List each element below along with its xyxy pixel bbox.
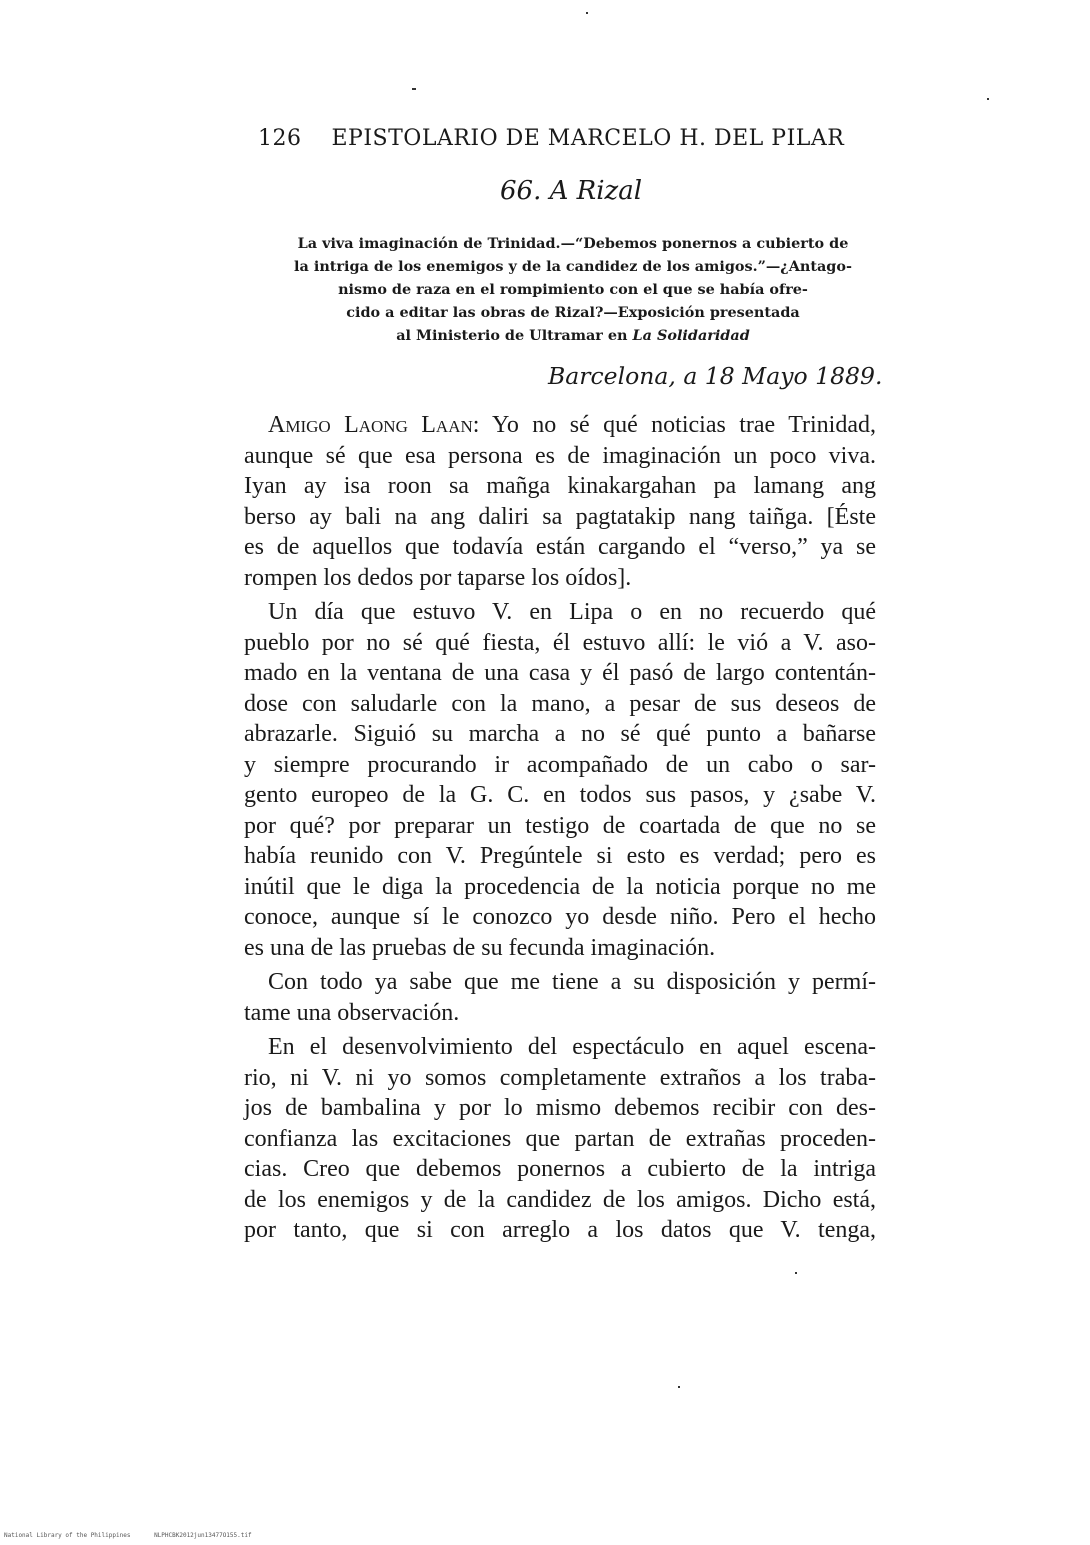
- text-line: inútil que le diga la procedencia de la noticia porque no me: [244, 873, 876, 900]
- letter-summary: [258, 232, 888, 347]
- periodical-title: La Solidaridad: [632, 327, 750, 344]
- paragraph: [244, 967, 876, 1028]
- text-line: y siempre procurando ir acompañado de un cabo o sar-: [244, 751, 876, 778]
- library-credit: National Library of the Philippines: [4, 1532, 131, 1539]
- scan-speck: [412, 88, 416, 90]
- text-line: es de aquellos que todavía están cargando el “verso,” ya se: [244, 534, 876, 560]
- running-title: EPISTOLARIO DE MARCELO H. DEL PILAR: [331, 126, 845, 151]
- summary-line: la intriga de los enemigos y de la candidez de los amigos.”—¿Antago-: [294, 258, 852, 275]
- scan-speck: [678, 1386, 680, 1388]
- summary-line: cido a editar las obras de Rizal?—Exposición presentada: [346, 304, 800, 321]
- text-line: tame una observación.: [244, 999, 460, 1026]
- scan-speck: [795, 1272, 797, 1274]
- text-line: abrazarle. Siguió su marcha a no sé qué punto a bañarse: [244, 721, 876, 747]
- page-number: 126: [258, 126, 302, 151]
- letter-title: 66. A Rizal: [500, 176, 643, 206]
- text-fragment: Yo no sé qué noticias trae Trinidad,: [479, 412, 876, 438]
- scan-speck: [586, 12, 588, 14]
- scan-footer: [4, 1532, 272, 1539]
- text-line: de los enemigos y de la candidez de los amigos. Dicho está,: [244, 1186, 876, 1213]
- text-line: jos de bambalina y por lo mismo debemos recibir con des-: [244, 1095, 876, 1121]
- text-line: por qué? por preparar un testigo de coartada de que no se: [244, 812, 876, 839]
- text-line: aunque sé que esa persona es de imaginación un poco viva.: [244, 442, 876, 469]
- paragraph: [244, 1032, 876, 1246]
- text-line: Un día que estuvo V. en Lipa o en no recuerdo qué: [268, 599, 876, 625]
- text-line: es una de las pruebas de su fecunda imaginación.: [244, 934, 716, 961]
- text-line: En el desenvolvimiento del espectáculo en aquel escena-: [268, 1034, 876, 1060]
- scan-speck: [987, 98, 989, 100]
- text-line: cias. Creo que debemos ponernos a cubierto de la intriga: [244, 1156, 876, 1182]
- letter-body: [244, 410, 876, 1250]
- paragraph: [244, 597, 876, 963]
- text-line: por tanto, que si con arreglo a los datos que V. tenga,: [244, 1217, 876, 1243]
- text-line: mado en la ventana de una casa y él pasó de largo contentán-: [244, 660, 876, 686]
- text-line: había reunido con V. Pregúntele si esto es verdad; pero es: [244, 843, 876, 869]
- text-line: pueblo por no sé qué fiesta, él estuvo allí: le vió a V. aso-: [244, 629, 876, 656]
- text-line: Iyan ay isa roon sa mañga kinakargahan pa lamang ang: [244, 473, 876, 499]
- text-line: confianza las excitaciones que partan de extrañas proceden-: [244, 1125, 876, 1152]
- text-line: berso ay bali na ang daliri sa pagtatakip nang taiñga. [Éste: [244, 503, 876, 530]
- paragraph: [244, 410, 876, 593]
- summary-line: La viva imaginación de Trinidad.—“Debemos ponernos a cubierto de: [297, 235, 849, 252]
- dateline: Barcelona, a 18 Mayo 1889.: [548, 362, 883, 390]
- salutation: Amigo Laong Laan:: [268, 412, 480, 438]
- text-line: Con todo ya sabe que me tiene a su disposición y permí-: [268, 969, 876, 995]
- text-line: dose con saludarle con la mano, a pesar de sus deseos de: [244, 690, 876, 717]
- summary-line-last: [258, 324, 888, 347]
- text-line: rio, ni V. ni yo somos completamente extraños a los traba-: [244, 1064, 876, 1091]
- file-identifier: NLPHCBK2012jun13477O155.tif: [154, 1532, 252, 1539]
- summary-line: al Ministerio de Ultramar en: [396, 327, 628, 344]
- text-line: gento europeo de la G. C. en todos sus pasos, y ¿sabe V.: [244, 782, 876, 808]
- running-header: [258, 126, 845, 151]
- summary-line: nismo de raza en el rompimiento con el que se había ofre-: [338, 281, 808, 298]
- text-line: [244, 410, 876, 441]
- text-line: rompen los dedos por taparse los oídos].: [244, 564, 632, 591]
- text-line: conoce, aunque sí le conozco yo desde niño. Pero el hecho: [244, 904, 876, 930]
